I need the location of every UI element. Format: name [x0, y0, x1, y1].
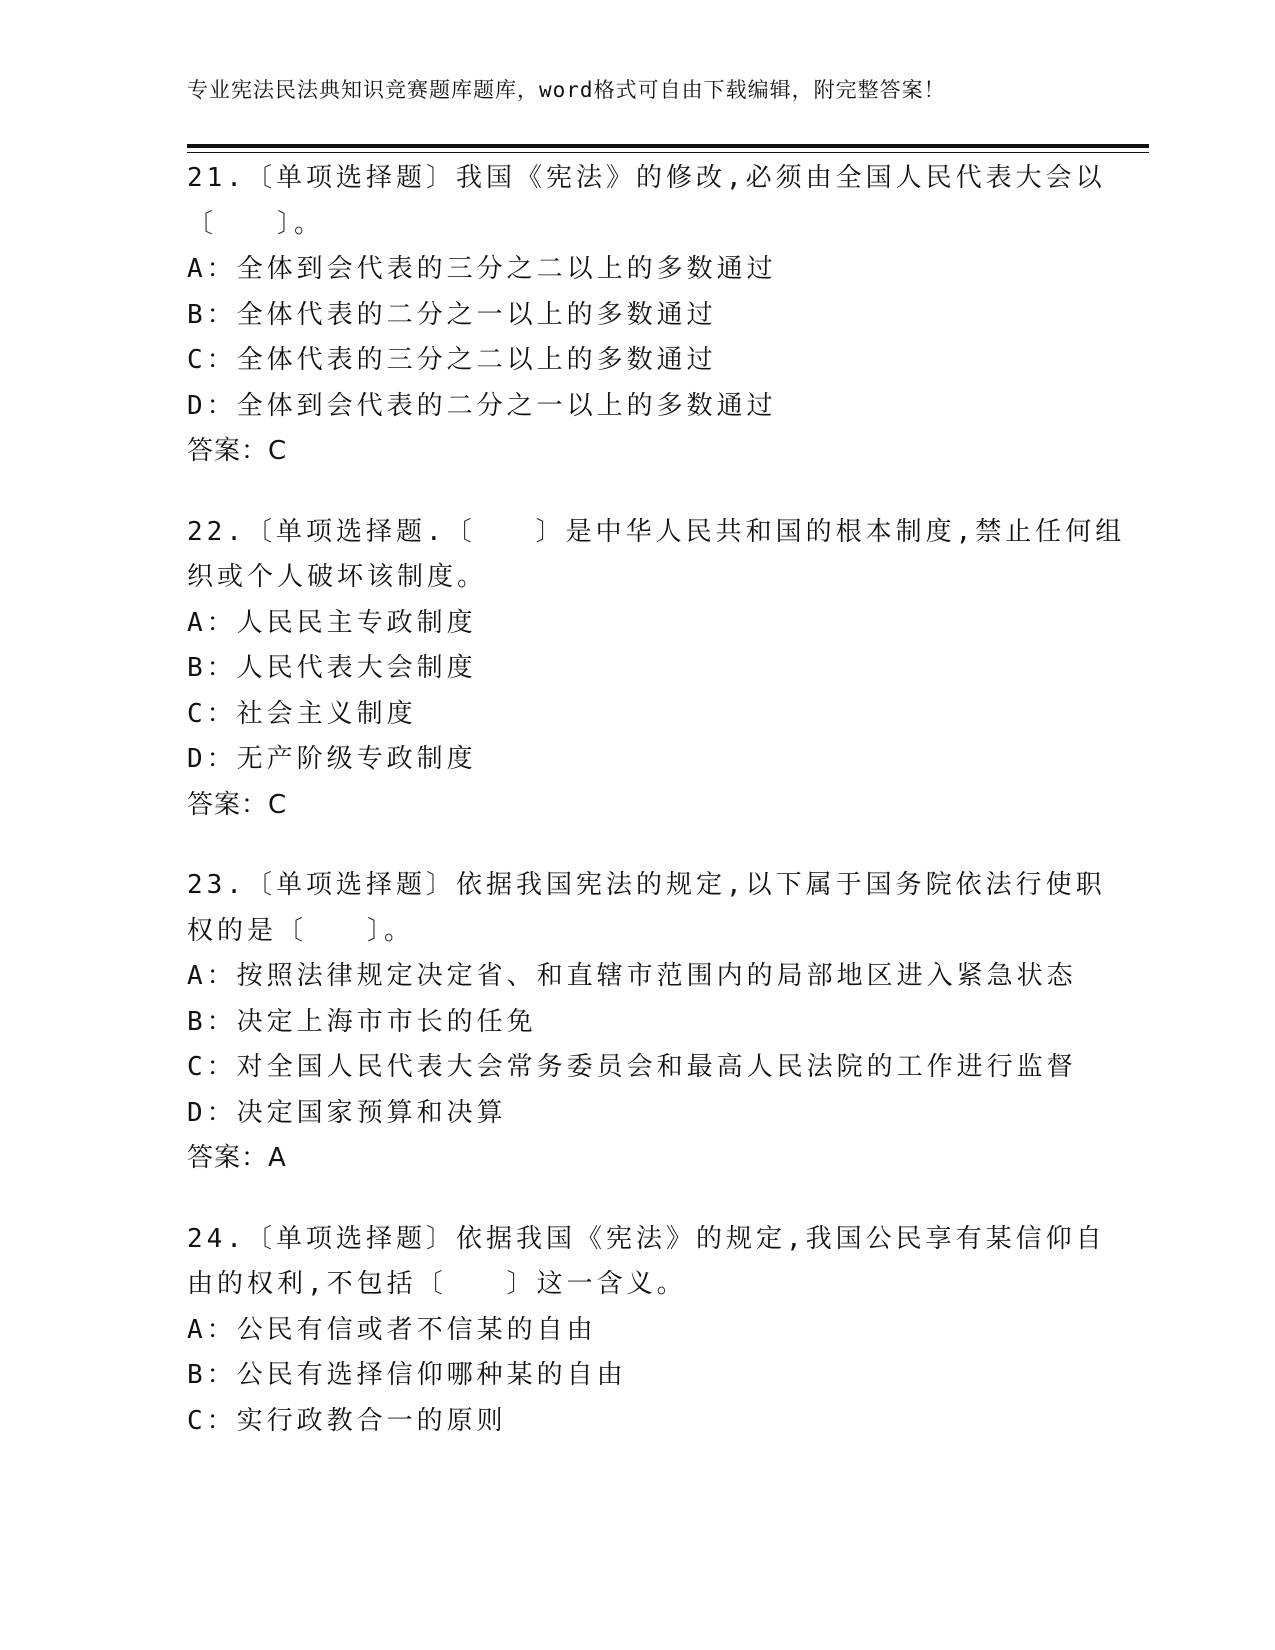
question-stem: 〔 〕。	[187, 208, 325, 239]
question-stem: 21.〔单项选择题〕我国《宪法》的修改,必须由全国人民代表大会以	[187, 163, 1106, 193]
answer-line: 答案：C	[187, 436, 288, 466]
answer-line: 答案：A	[187, 1143, 287, 1173]
option-a: A：人民民主专政制度	[187, 607, 477, 638]
question-stem: 由的权利,不包括〔 〕这一含义。	[187, 1269, 687, 1299]
question-24	[187, 1217, 1106, 1445]
option-b: B：决定上海市市长的任免	[187, 1006, 537, 1037]
question-stem: 23.〔单项选择题〕依据我国宪法的规定,以下属于国务院依法行使职	[187, 870, 1106, 900]
question-stem: 22.〔单项选择题.〔 〕是中华人民共和国的根本制度,禁止任何组	[187, 516, 1126, 547]
option-a: A：全体到会代表的三分之二以上的多数通过	[187, 254, 777, 284]
option-c: C：社会主义制度	[187, 698, 417, 729]
option-d: D：无产阶级专政制度	[187, 744, 477, 774]
option-b: B：人民代表大会制度	[187, 653, 477, 683]
question-stem: 24.〔单项选择题〕依据我国《宪法》的规定,我国公民享有某信仰自	[187, 1223, 1106, 1254]
question-list	[187, 156, 1126, 1479]
option-a: A：按照法律规定决定省、和直辖市范围内的局部地区进入紧急状态	[187, 961, 1077, 991]
option-c: C：对全国人民代表大会常务委员会和最高人民法院的工作进行监督	[187, 1052, 1077, 1082]
option-a: A：公民有信或者不信某的自由	[187, 1314, 597, 1345]
answer-line: 答案：C	[187, 789, 288, 820]
page-header: 专业宪法民法典知识竞赛题库题库，word格式可自由下载编辑，附完整答案！	[187, 78, 946, 102]
option-b: B：全体代表的二分之一以上的多数通过	[187, 299, 717, 330]
question-stem: 权的是〔 〕。	[187, 915, 415, 946]
question-21	[187, 156, 1106, 475]
option-d: D：全体到会代表的二分之一以上的多数通过	[187, 390, 777, 421]
option-c: C：全体代表的三分之二以上的多数通过	[187, 345, 717, 375]
option-b: B：公民有选择信仰哪种某的自由	[187, 1360, 627, 1390]
header-rule-thin	[187, 152, 1149, 153]
header-rule-thick	[187, 144, 1149, 148]
question-22	[187, 510, 1126, 829]
option-c: C：实行政教合一的原则	[187, 1405, 507, 1436]
option-d: D：决定国家预算和决算	[187, 1097, 507, 1128]
question-23	[187, 863, 1106, 1182]
question-stem: 织或个人破坏该制度。	[187, 562, 488, 592]
